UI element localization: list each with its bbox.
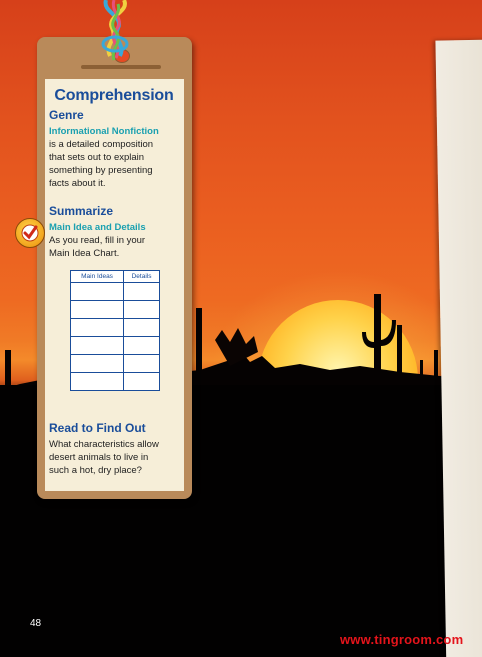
- chart-row: [71, 319, 160, 337]
- summarize-body: [49, 234, 179, 260]
- chart-header-details: Details: [124, 271, 160, 283]
- bookmark-content: [49, 87, 179, 477]
- bookmark-title: Comprehension: [54, 87, 174, 104]
- chart-row: [71, 337, 160, 355]
- chart-row: [71, 373, 160, 391]
- bookmark-slot: [81, 65, 161, 69]
- chart-cell: [71, 355, 124, 373]
- chart-row: [71, 283, 160, 301]
- chart-cell: [71, 319, 124, 337]
- question-line: such a hot, dry place?: [49, 465, 142, 476]
- summarize-subheading: Main Idea and Details: [49, 222, 146, 233]
- chart-cell: [124, 373, 160, 391]
- chart-row: [71, 355, 160, 373]
- genre-line: is a detailed composition: [49, 139, 154, 150]
- question-line: desert animals to live in: [49, 452, 149, 463]
- chart-cell: [71, 337, 124, 355]
- genre-subheading: Informational Nonfiction: [49, 126, 159, 137]
- chart-header-main-ideas: Main Ideas: [71, 271, 124, 283]
- read-to-find-out-heading: Read to Find Out: [49, 421, 146, 435]
- genre-line: that sets out to explain: [49, 152, 145, 163]
- strategy-checkmark-icon: [15, 218, 45, 248]
- summarize-heading: Summarize: [49, 204, 114, 218]
- chart-cell: [71, 301, 124, 319]
- summarize-line: As you read, fill in your: [49, 235, 146, 246]
- chart-cell: [71, 283, 124, 301]
- genre-line: something by presenting: [49, 165, 153, 176]
- site-watermark[interactable]: www.tingroom.com: [340, 632, 464, 647]
- summarize-line: Main Idea Chart.: [49, 248, 120, 259]
- main-idea-chart: [70, 270, 160, 391]
- comprehension-bookmark: [37, 37, 192, 499]
- chart-cell: [124, 337, 160, 355]
- chart-cell: [124, 283, 160, 301]
- chart-cell: [71, 373, 124, 391]
- chart-cell: [124, 355, 160, 373]
- genre-line: facts about it.: [49, 178, 106, 189]
- chart-cell: [124, 301, 160, 319]
- question-line: What characteristics allow: [49, 439, 159, 450]
- genre-heading: Genre: [49, 108, 84, 122]
- knotted-ribbon: [96, 0, 136, 62]
- main-idea-chart-body: [71, 283, 160, 391]
- genre-body: [49, 138, 179, 190]
- chart-row: [71, 301, 160, 319]
- read-to-find-out-body: [49, 438, 179, 477]
- chart-cell: [124, 319, 160, 337]
- page-number: 48: [30, 618, 42, 629]
